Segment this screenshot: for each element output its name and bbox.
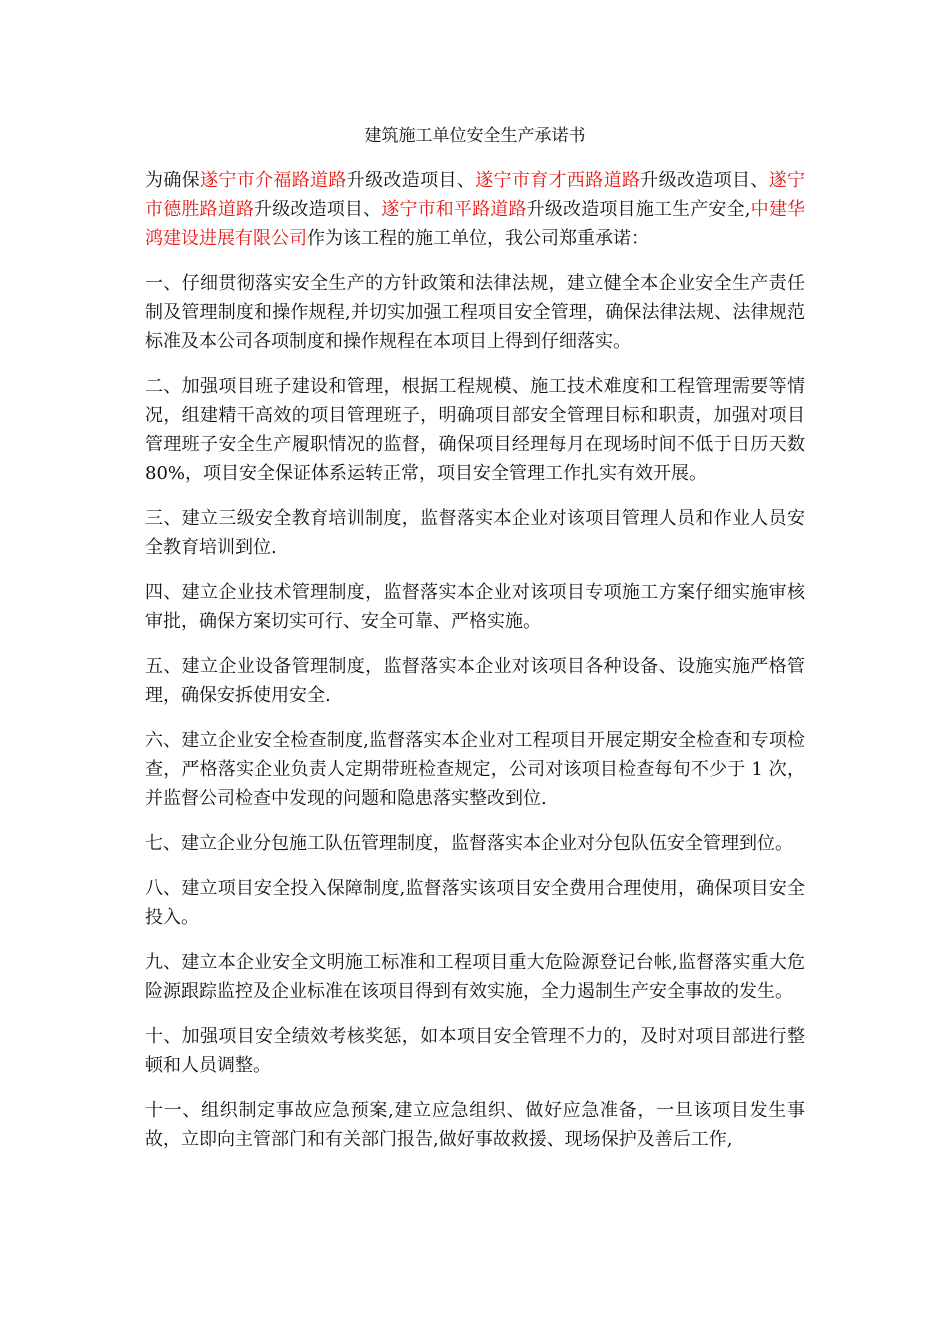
project-name-3: 遂宁市德胜路道路 <box>145 170 806 220</box>
commitment-4: 四、建立企业技术管理制度，监督落实本企业对该项目专项施工方案仔细实施审核审批，确保方案切实可行、安全可靠、严格实施。 <box>145 582 805 632</box>
document-body <box>145 166 805 1170</box>
intro-text-6: 作为该工程的施工单位，我公司郑重承诺： <box>307 228 649 249</box>
document-title: 建筑施工单位安全生产承诺书 <box>364 126 586 146</box>
commitment-7: 七、建立企业分包施工队伍管理制度，监督落实本企业对分包队伍安全管理到位。 <box>145 833 793 854</box>
commitment-9: 九、建立本企业安全文明施工标准和工程项目重大危险源登记台帐,监督落实重大危险源跟踪监控及企业标准在该项目得到有效实施，全力遏制生产安全事故的发生。 <box>145 952 805 1002</box>
commitment-11: 十一、组织制定事故应急预案,建立应急组织、做好应急准备，一旦该项目发生事故，立即向主管部门和有关部门报告,做好事故救援、现场保护及善后工作, <box>145 1100 805 1150</box>
intro-text-4: 升级改造项目、 <box>254 199 382 220</box>
intro-text-2: 升级改造项目、 <box>346 170 476 191</box>
project-name-1: 遂宁市介福路道路 <box>200 170 347 191</box>
intro-text-3: 升级改造项目、 <box>640 170 769 191</box>
commitment-3: 三、建立三级安全教育培训制度，监督落实本企业对该项目管理人员和作业人员安全教育培训到位. <box>145 508 805 558</box>
commitment-1: 一、仔细贯彻落实安全生产的方针政策和法律法规，建立健全本企业安全生产责任制及管理制度和操作规程,并切实加强工程项目安全管理，确保法律法规、法律规范标准及本公司各项制度和操作规程在本项目上得到仔细落实。 <box>145 273 805 352</box>
commitment-5: 五、建立企业设备管理制度，监督落实本企业对该项目各种设备、设施实施严格管理，确保安拆使用安全. <box>145 656 805 706</box>
project-name-4: 遂宁市和平路道路 <box>381 199 527 220</box>
intro-paragraph <box>145 166 805 253</box>
intro-text-5: 升级改造项目施工生产安全, <box>526 199 751 220</box>
company-name: 中建华鸿建设进展有限公司 <box>145 199 806 249</box>
commitment-8: 八、建立项目安全投入保障制度,监督落实该项目安全费用合理使用，确保项目安全投入。 <box>145 878 805 928</box>
project-name-2: 遂宁市育才西路道路 <box>475 170 641 191</box>
intro-text-1: 为确保 <box>145 170 201 191</box>
commitment-2: 二、加强项目班子建设和管理，根据工程规模、施工技术难度和工程管理需要等情况，组建精干高效的项目管理班子，明确项目部安全管理目标和职责，加强对项目管理班子安全生产履职情况的监督，确保项目经理每月在现场时间不低于日历天数 80%，项目安全保证体系运转正常，项目安全管理工作扎实有效开展。 <box>145 376 805 484</box>
commitment-6: 六、建立企业安全检查制度,监督落实本企业对工程项目开展定期安全检查和专项检查，严格落实企业负责人定期带班检查规定，公司对该项目检查每旬不少于 1 次，并监督公司检查中发现的问题和隐患落实整改到位. <box>145 730 805 809</box>
commitment-10: 十、加强项目安全绩效考核奖惩，如本项目安全管理不力的，及时对项目部进行整顿和人员调整。 <box>145 1026 805 1076</box>
